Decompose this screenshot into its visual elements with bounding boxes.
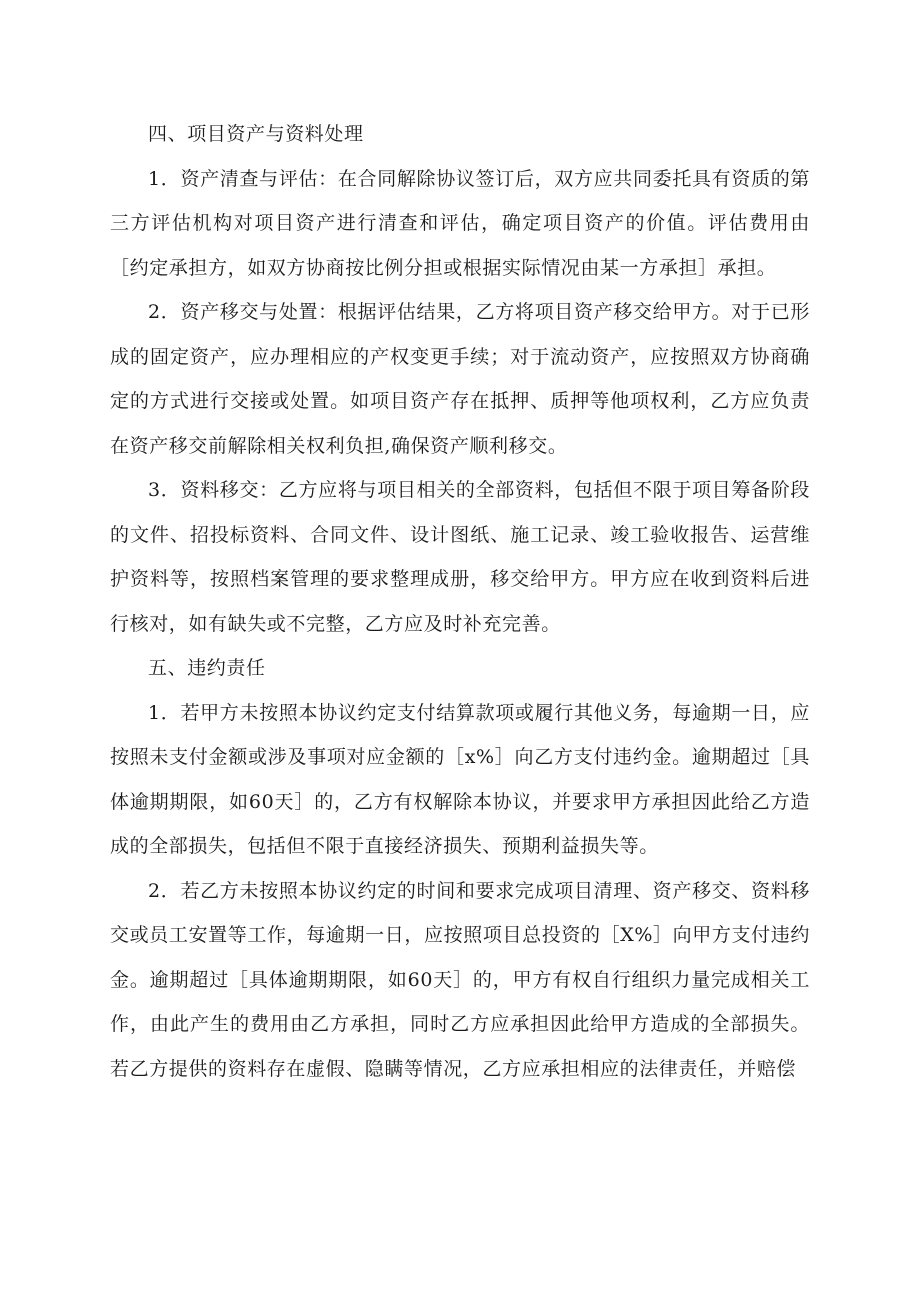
paragraph-party-a-breach: 1．若甲方未按照本协议约定支付结算款项或履行其他义务，每逾期一日，应按照未支付金额或涉及事项对应金额的［x%］向乙方支付违约金。逾期超过［具体逾期期限，如60天］的，乙方有权解除本协议，并要求甲方承担因此给乙方造成的全部损失，包括但不限于直接经济损失、预期利益损失等。 — [110, 701, 810, 857]
paragraph-party-b-breach: 2．若乙方未按照本协议约定的时间和要求完成项目清理、资产移交、资料移交或员工安置等工作，每逾期一日，应按照项目总投资的［X%］向甲方支付违约金。逾期超过［具体逾期期限，如60天］的，甲方有权自行组织力量完成相关工作，由此产生的费用由乙方承担，同时乙方应承担因此给甲方造成的全部损失。若乙方提供的资料存在虚假、隐瞒等情况，乙方应承担相应的法律责任，并赔偿 — [110, 879, 810, 1080]
document-body — [110, 112, 810, 1091]
paragraph-document-transfer: 3．资料移交：乙方应将与项目相关的全部资料，包括但不限于项目筹备阶段的文件、招投标资料、合同文件、设计图纸、施工记录、竣工验收报告、运营维护资料等，按照档案管理的要求整理成册，移交给甲方。甲方应在收到资料后进行核对，如有缺失或不完整，乙方应及时补充完善。 — [110, 479, 810, 635]
paragraph-asset-transfer: 2．资产移交与处置：根据评估结果，乙方将项目资产移交给甲方。对于已形成的固定资产，应办理相应的产权变更手续；对于流动资产，应按照双方协商确定的方式进行交接或处置。如项目资产存在抵押、质押等他项权利，乙方应负责在资产移交前解除相关权利负担,确保资产顺利移交。 — [110, 301, 810, 457]
section-heading-assets: 四、项目资产与资料处理 — [148, 123, 364, 145]
section-heading-liability: 五、违约责任 — [148, 657, 266, 679]
paragraph-asset-evaluation: 1．资产清查与评估：在合同解除协议签订后，双方应共同委托具有资质的第三方评估机构对项目资产进行清查和评估，确定项目资产的价值。评估费用由［约定承担方，如双方协商按比例分担或根据实际情况由某一方承担］承担。 — [110, 167, 810, 279]
